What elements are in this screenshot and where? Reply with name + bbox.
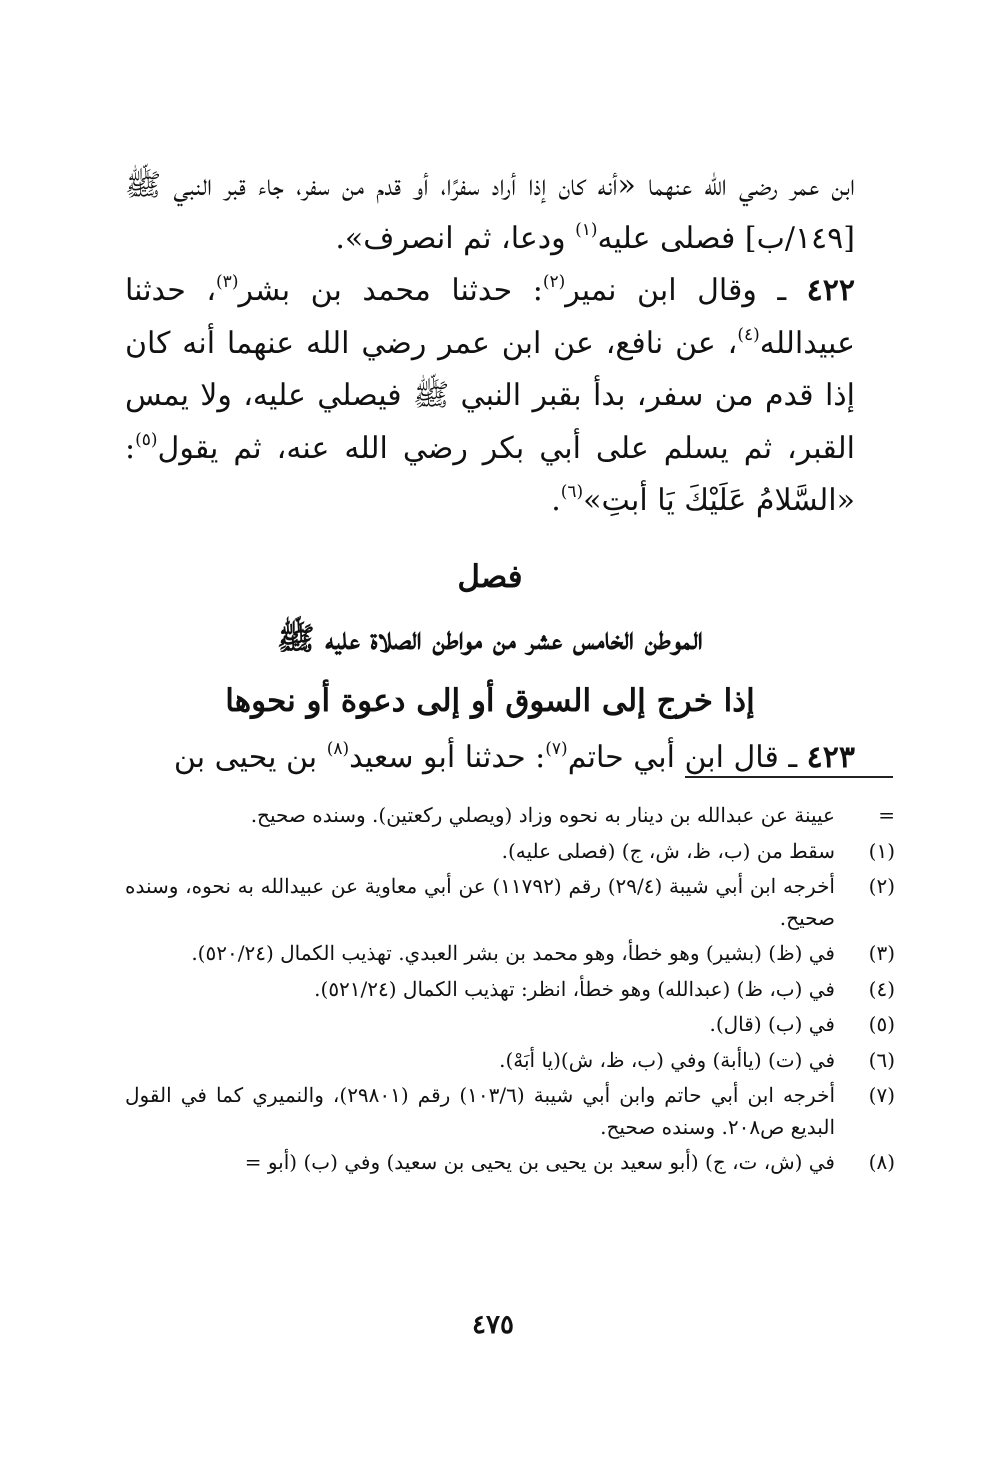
footnote-text: عيينة عن عبدالله بن دينار به نحوه وزاد (ويصلي ركعتين). وسنده صحيح. bbox=[250, 803, 835, 827]
footnote-3 bbox=[125, 938, 895, 970]
footnote-text: أخرجه ابن أبي شيبة (٢٩/٤) رقم (١١٧٩٢) عن أبي معاوية عن عبيدالله به نحوه، وسنده صحيح. bbox=[125, 874, 835, 930]
footnote-ref-7: (٧) bbox=[545, 738, 568, 759]
footnote-6 bbox=[125, 1045, 895, 1077]
footnote-2 bbox=[125, 871, 895, 934]
footnote-mark: (٤) bbox=[868, 976, 895, 1001]
footnote-ref-5: (٥) bbox=[135, 429, 158, 450]
footnote-ref-2: (٢) bbox=[542, 272, 566, 292]
footnote-mark: (٢) bbox=[868, 874, 895, 898]
footnotes bbox=[125, 800, 895, 1183]
footnote-ref-3: (٣) bbox=[216, 272, 239, 292]
footnote-mark: (٣) bbox=[868, 941, 895, 965]
footnote-ref-1: (١) bbox=[575, 219, 598, 240]
section-heading-fasl: فصل bbox=[457, 558, 523, 595]
hadith-422: ٤٢٢ ـ وقال ابن نمير$^{(٢)}$: حدثنا محمد بن بشر$^{(٣)}$، حدثنا عبيدالله$^{(٤)}$، عن نافع، عن ابن عمر رضي الله عنهما أنه كان إذا قدم من سفر، بدأ بقبر النبي ﷺ فيصلي عليه، ولا يمس القبر، ثم يسلم على أبي بكر رضي الله عنه، ثم يقول$^{(٥)}$: «السَّلامُ عَلَيْكَ يَا أبتِ»$^{(٦)}$. bbox=[125, 272, 855, 518]
footnote-text: في (ظ) (بشير) وهو خطأ، وهو محمد بن بشر العبدي. تهذيب الكمال (٥٢٠/٢٤). bbox=[191, 941, 835, 965]
section-subtitle: إذا خرج إلى السوق أو إلى دعوة أو نحوها bbox=[225, 682, 755, 719]
footnote-continuation bbox=[125, 800, 895, 832]
footnote-text: في (ب، ظ) (عبدالله) وهو خطأ، انظر: تهذيب الكمال (٥٢١/٢٤). bbox=[314, 976, 835, 1001]
footnote-separator bbox=[685, 776, 893, 778]
main-text bbox=[125, 160, 855, 784]
footnote-4 bbox=[125, 974, 895, 1006]
footnote-mark: (٨) bbox=[868, 1150, 895, 1174]
footnote-text: سقط من (ب، ظ، ش، ج) (فصلى عليه). bbox=[501, 838, 835, 863]
footnote-7 bbox=[125, 1080, 895, 1143]
footnote-mark: (٧) bbox=[868, 1083, 895, 1107]
footnote-5 bbox=[125, 1009, 895, 1041]
footnote-text: أخرجه ابن أبي حاتم وابن أبي شيبة (١٠٣/٦) رقم (٢٩٨٠١)، والنميري كما في القول البديع ص٢٠٨. وسنده صحيح. bbox=[125, 1083, 835, 1139]
footnote-mark: (٦) bbox=[868, 1047, 895, 1072]
footnote-1 bbox=[125, 836, 895, 868]
footnote-8 bbox=[125, 1147, 895, 1179]
footnote-ref-8: (٨) bbox=[326, 738, 350, 759]
footnote-text: في (ت) (ياأبة) وفي (ب، ظ، ش)(يا أبَهْ). bbox=[499, 1047, 835, 1072]
footnote-mark: (١) bbox=[868, 838, 895, 863]
hadith-423: ٤٢٣ ـ قال ابن أبي حاتم$^{(٧)}$: حدثنا أبو سعيد$^{(٨)}$ بن يحيى بن bbox=[173, 738, 855, 775]
paragraph-continuation: ابن عمر رضي الله عنهما «أنه كان إذا أراد سفرًا، أو قدم من سفر، جاء قبر النبي ﷺ [١٤٩/ب] فصلى عليه$^{(١)}$ ودعا، ثم انصرف». bbox=[125, 168, 855, 256]
footnote-mark: (٥) bbox=[868, 1012, 895, 1036]
page-number: ٤٧٥ bbox=[472, 1310, 514, 1340]
section-title: الموطن الخامس عشر من مواطن الصلاة عليه ﷺ bbox=[277, 620, 703, 657]
footnote-ref-6: (٦) bbox=[560, 482, 584, 502]
hadith-number: ٤٢٢ bbox=[806, 273, 855, 308]
footnote-mark: = bbox=[878, 803, 895, 827]
footnote-ref-4: (٤) bbox=[737, 324, 760, 345]
hadith-number: ٤٢٣ bbox=[806, 739, 855, 775]
footnote-text: في (ب) (قال). bbox=[709, 1012, 835, 1036]
footnote-text: في (ش، ت، ج) (أبو سعيد بن يحيى بن يحيى بن سعيد) وفي (ب) (أبو = bbox=[244, 1150, 835, 1174]
